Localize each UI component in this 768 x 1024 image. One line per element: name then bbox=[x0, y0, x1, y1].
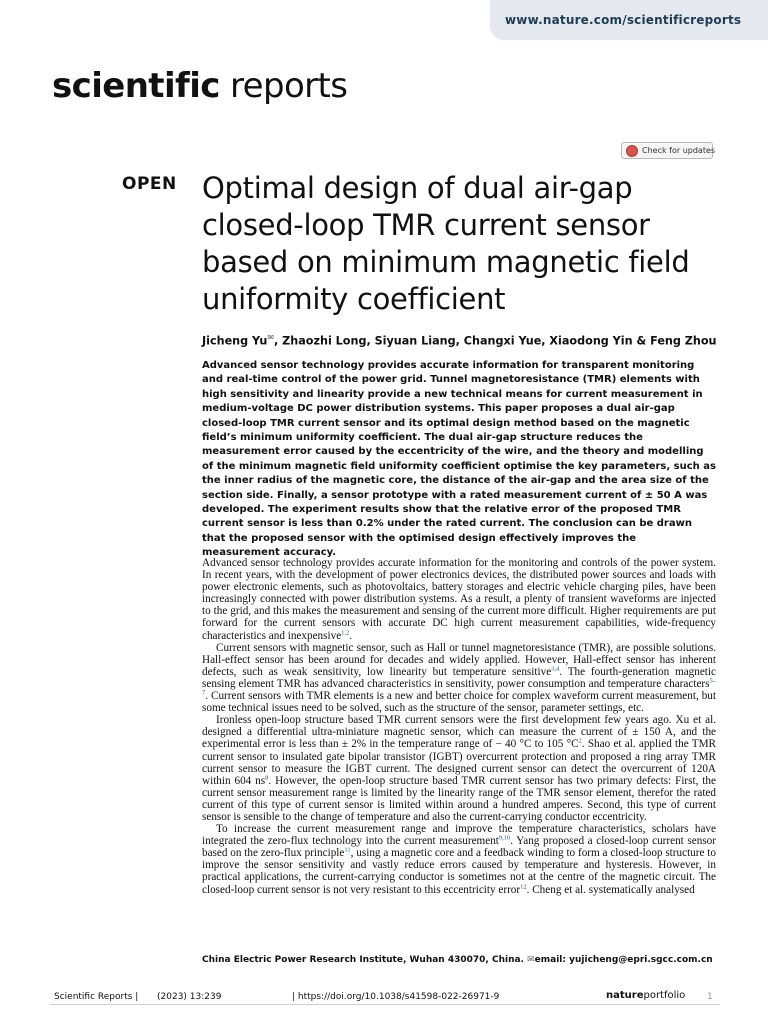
body-paragraph: To increase the current measurement range and improve the temperature characteristics, scholars have integrated the zero-flux technology into the current measurement$^{9,10}$. Yang proposed a closed-loop current sensor based on the zero-flux principle$^{11}$, using a magnetic core and a feedback winding to form a closed-loop structure to improve the sensor sensitivity and vastly reduce errors caused by temperature and hysteresis. However, in practical applications, the current-carrying conductor is sometimes not at the centre of the magnetic circuit. The closed-loop current sensor is not very resistant to this eccentricity error$^{12}$. Cheng et al. systematically analysed bbox=[202, 823, 716, 896]
mail-icon[interactable]: ✉ bbox=[267, 333, 275, 342]
journal-logo[interactable] bbox=[52, 66, 347, 106]
reference-link[interactable]: 1,2 bbox=[341, 628, 350, 636]
doi-link[interactable]: | https://doi.org/10.1038/s41598-022-26971-9 bbox=[292, 992, 500, 1002]
abstract: Advanced sensor technology provides accurate information for transparent monitoring and real-time control of the power grid. Tunnel magnetoresistance (TMR) elements with high sensitivity and linearity provide a new technical means for current measurement in medium-voltage DC power distribution systems. This paper proposes a dual air-gap closed-loop TMR current sensor and its optimal design method based on the magnetic field’s minimum uniformity coefficient. The dual air-gap structure reduces the measurement error caused by the eccentricity of the wire, and the theory and modelling of the minimum magnetic field uniformity coefficient optimise the key parameters, such as the inner radius of the magnetic core, the distance of the air-gap and the area size of the section side. Finally, a sensor prototype with a rated measurement current of ± 50 A was developed. The experiment results show that the relative error of the proposed TMR current sensor is less than 0.2% under the rated current. The conclusion can be drawn that the proposed sensor with the optimised design effectively improves the measurement accuracy. bbox=[202, 360, 716, 559]
brand-regular: portfolio bbox=[643, 990, 686, 1001]
check-for-updates-label: Check for updates bbox=[642, 146, 716, 155]
author-link[interactable]: Jicheng Yu bbox=[202, 334, 268, 348]
site-url-link[interactable]: www.nature.com/scientificreports bbox=[505, 13, 742, 27]
page-number: 1 bbox=[707, 992, 713, 1002]
email-link[interactable]: email: yujicheng@epri.sgcc.com.cn bbox=[534, 955, 713, 965]
journal-name-regular: reports bbox=[219, 66, 348, 106]
footer-journal: Scientific Reports | bbox=[54, 992, 139, 1002]
mail-icon: ✉ bbox=[527, 955, 535, 965]
crossmark-icon bbox=[626, 145, 638, 157]
affiliation-text: China Electric Power Research Institute, Wuhan 430070, China. bbox=[202, 955, 524, 965]
footer-year-article: (2023) 13:239 bbox=[157, 992, 222, 1002]
body-paragraph: Ironless open-loop structure based TMR current sensors were the first development few years ago. Xu et al. designed a differential ultra-miniature magnetic sensor, which can measure the current of ± 150 A, and the experimental error is less than ± 2% in the temperature range of − 40 °C to 105 $^\circ C^2$. Shao et al. applied the TMR current sensor to insulated gate bipolar transistor (IGBT) overcurrent protection and proposed a ring array TMR current sensor to measure the IGBT current. The designed current sensor can detect the overcurrent of 120A within 604 $ns^8$. However, the open-loop structure based TMR current sensor has two primary defects: First, the current sensor measurement range is limited by the linearity range of the TMR sensor element, therefor the rated current of this type of current sensor is limited within around a hundred amperes. Second, this type of current sensor is sensible to the change of temperature and also the current-carrying conductor eccentricity. bbox=[202, 714, 716, 823]
footer-divider bbox=[50, 1004, 720, 1005]
reference-link[interactable]: 11 bbox=[344, 846, 351, 854]
check-for-updates-button[interactable] bbox=[621, 142, 716, 159]
article-body bbox=[202, 557, 716, 896]
body-paragraph: Current sensors with magnetic sensor, such as Hall or tunnel magnetoresistance (TMR), are possible solutions. Hall-effect sensor has been around for decades and widely applied. However, Hall-effect sensor has inherent defects, such as weak sensitivity, low linearity but temperature sensitive$^{3,4}$. The fourth-generation magnetic sensing element TMR has advanced characteristics in sensitivity, power consumption and temperature characters$^{5-7}$. Current sensors with TMR elements is a new and better choice for complex waveform current measurement, but some technical issues need to be solved, such as the structure of the sensor, parameter settings, etc. bbox=[202, 641, 716, 715]
article-title: Optimal design of dual air-gap closed-loop TMR current sensor based on minimum magnetic field uniformity coefficient bbox=[202, 171, 690, 316]
brand-bold: nature bbox=[606, 990, 644, 1001]
journal-name-bold: scientific bbox=[52, 66, 220, 106]
author-list bbox=[202, 333, 722, 348]
author-list-rest: , Zhaozhi Long, Siyuan Liang, Changxi Yue, Xiaodong Yin & Feng Zhou bbox=[274, 334, 717, 348]
reference-link[interactable]: 2 bbox=[578, 737, 582, 745]
reference-link[interactable]: 9,10 bbox=[498, 834, 511, 842]
affiliation bbox=[202, 955, 722, 965]
reference-link[interactable]: 3,4 bbox=[551, 665, 560, 673]
nature-portfolio-logo[interactable] bbox=[606, 990, 685, 1001]
body-paragraph: Advanced sensor technology provides accurate information for the monitoring and controls of the power system. In recent years, with the development of power electronics devices, the distributed power sources and loads with power electronic elements, such as photovoltaics, battery storages and electric vehicle charging piles, have been increasingly connected with power distribution systems. As a result, a plenty of transient waveforms are injected to the grid, and this makes the measurement and sensing of the current more difficult. Higher requirements are put forward for the current sensors with accurate DC high current measurement capabilities, wide-frequency characteristics and inexpensive$^{1,2}$. bbox=[202, 557, 716, 642]
reference-link[interactable]: 12 bbox=[520, 882, 527, 890]
reference-link[interactable]: 8 bbox=[265, 773, 269, 781]
open-access-label: OPEN bbox=[122, 174, 177, 194]
reference-link[interactable]: 5–7 bbox=[202, 677, 716, 697]
